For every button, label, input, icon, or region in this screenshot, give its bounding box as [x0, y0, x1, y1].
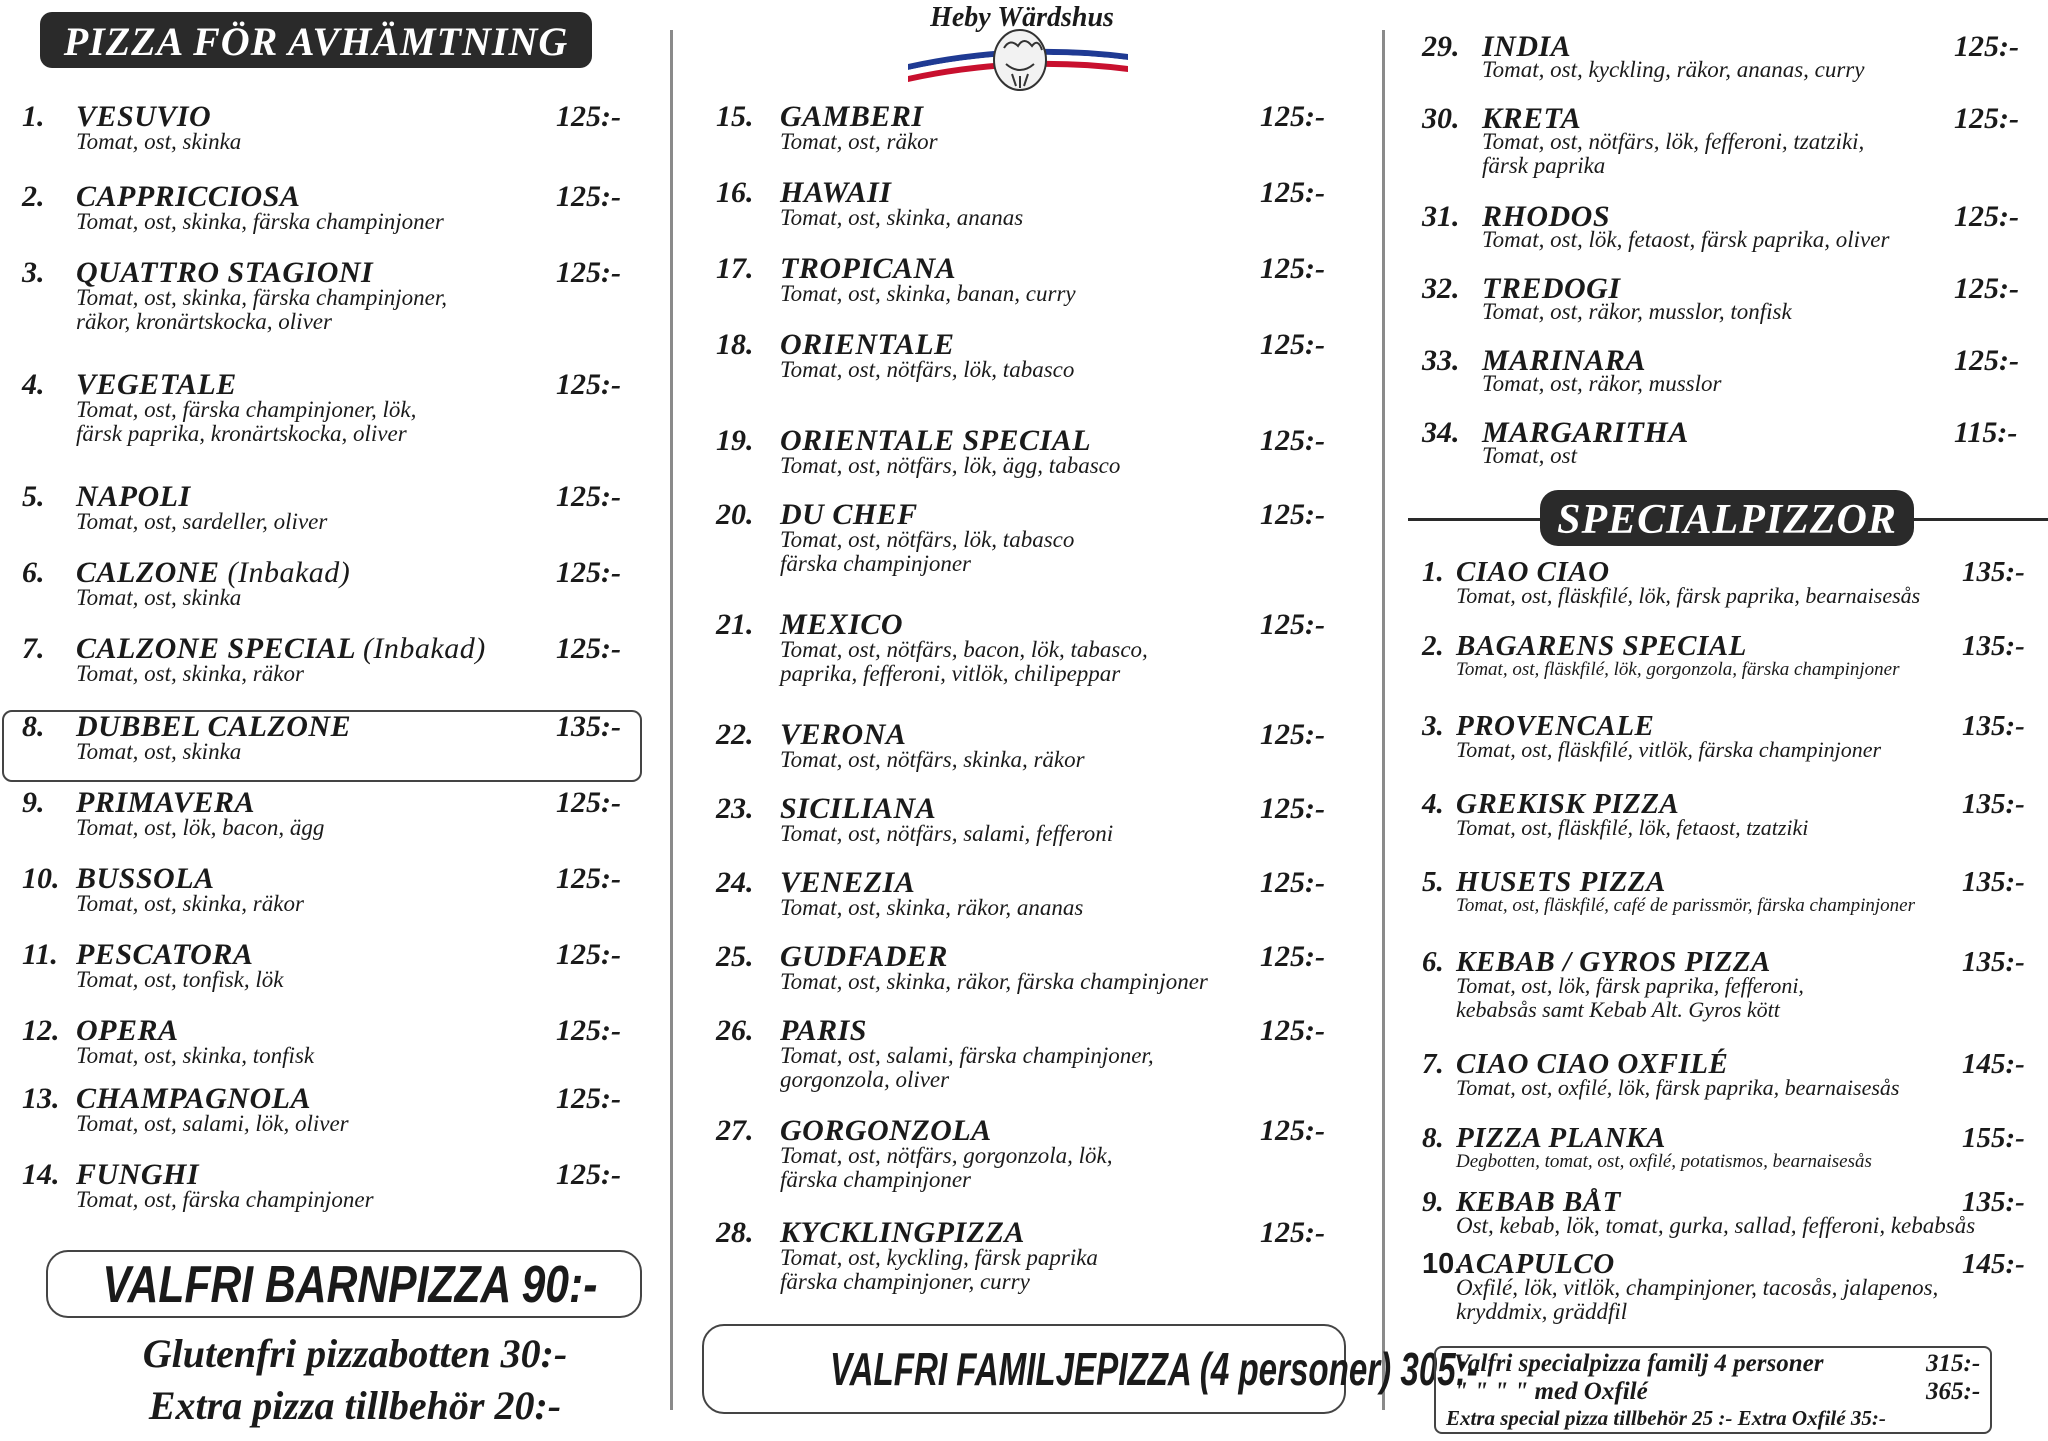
item-name-text: ORIENTALE [780, 328, 955, 361]
item-price: 125:- [556, 938, 621, 971]
item-number: 9. [22, 786, 45, 819]
item-name-text: DUBBEL CALZONE [76, 710, 352, 743]
item-number: 15. [716, 100, 754, 133]
item-name-text: BAGARENS SPECIAL [1456, 630, 1747, 662]
item-description: Tomat, ost, nötfärs, salami, fefferoni [780, 821, 1114, 846]
logo-text: Heby Wärdshus [930, 2, 1114, 33]
item-name-text: DU CHEF [780, 498, 918, 531]
item-description: Tomat, ost, kyckling, färsk paprika färska champinjoner, curry [780, 1245, 1098, 1294]
item-price: 125:- [1260, 1114, 1325, 1147]
item-price: 125:- [556, 100, 621, 133]
item-name-text: CALZONE [76, 556, 220, 589]
item-price: 125:- [1954, 344, 2019, 377]
item-price: 125:- [556, 1158, 621, 1191]
item-number: 8. [22, 710, 45, 743]
item-description: Oxfilé, lök, vitlök, champinjoner, tacosås, jalapenos, kryddmix, gräddfil [1456, 1275, 1939, 1324]
item-price: 125:- [556, 556, 621, 589]
item-name-text: PESCATORA [76, 938, 254, 971]
item-price: 135:- [1962, 710, 2025, 742]
menu-column-1 [0, 0, 660, 1441]
column-divider-right [1382, 30, 1385, 1410]
item-price: 125:- [556, 368, 621, 401]
item-description: Tomat, ost, skinka [76, 585, 242, 610]
item-price: 125:- [1260, 608, 1325, 641]
item-price: 125:- [1260, 176, 1325, 209]
item-name-text: VENEZIA [780, 866, 916, 899]
item-description: Tomat, ost, lök, bacon, ägg [76, 815, 325, 840]
item-name-text: TROPICANA [780, 252, 957, 285]
item-number: 33. [1422, 344, 1460, 377]
item-name-text: PROVENCALE [1456, 710, 1655, 742]
kids-pizza-offer [46, 1250, 642, 1318]
item-price: 125:- [556, 632, 621, 665]
item-name-text: SICILIANA [780, 792, 937, 825]
item-description: Tomat, ost, oxfilé, lök, färsk paprika, bearnaisesås [1456, 1075, 1900, 1100]
item-name-note: (Inbakad) [362, 632, 486, 665]
item-number: 21. [716, 608, 754, 641]
extra-special-info: Extra special pizza tillbehör 25 :- Extra Oxfilé 35:- [1446, 1406, 1886, 1430]
item-number: 27. [716, 1114, 754, 1147]
item-number: 11. [22, 938, 58, 971]
item-price: 125:- [1954, 200, 2019, 233]
item-name-text: INDIA [1482, 30, 1572, 63]
item-price: 125:- [1260, 424, 1325, 457]
item-description: Tomat, ost, nötfärs, bacon, lök, tabasco, paprika, fefferoni, vitlök, chilipeppar [780, 637, 1148, 686]
item-price: 125:- [556, 180, 621, 213]
item-description: Tomat, ost, nötfärs, lök, fefferoni, tzatziki, färsk paprika [1482, 129, 1865, 178]
item-description: Tomat, ost, räkor [780, 129, 938, 154]
item-number: 29. [1422, 30, 1460, 63]
item-name-text: BUSSOLA [76, 862, 215, 895]
item-name-text: KYCKLINGPIZZA [780, 1216, 1025, 1249]
section-banner-takeaway: PIZZA FÖR AVHÄMTNING [40, 12, 592, 68]
item-number: 14. [22, 1158, 60, 1191]
item-price: 125:- [1260, 792, 1325, 825]
item-number: 19. [716, 424, 754, 457]
item-number: 4. [22, 368, 45, 401]
item-number: 6. [1422, 946, 1444, 978]
item-price: 125:- [556, 1014, 621, 1047]
item-description: Tomat, ost, skinka, banan, curry [780, 281, 1076, 306]
item-number: 7. [22, 632, 45, 665]
item-price: 125:- [1260, 718, 1325, 751]
item-name-text: VERONA [780, 718, 907, 751]
item-name-text: ACAPULCO [1456, 1248, 1615, 1280]
item-number: 31. [1422, 200, 1460, 233]
item-description: Tomat, ost, färska champinjoner, lök, färsk paprika, kronärtskocka, oliver [76, 397, 417, 446]
item-number: 8. [1422, 1122, 1444, 1154]
item-description: Tomat, ost, räkor, musslor [1482, 371, 1722, 396]
special-divider-left [1408, 518, 1558, 521]
item-number: 2. [1422, 630, 1444, 662]
item-name-text: QUATTRO STAGIONI [76, 256, 374, 289]
item-price: 125:- [556, 1082, 621, 1115]
item-name-text: GORGONZOLA [780, 1114, 992, 1147]
item-name-text: KRETA [1482, 102, 1582, 135]
item-description: Tomat, ost, skinka, räkor [76, 891, 304, 916]
item-number: 13. [22, 1082, 60, 1115]
item-description: Tomat, ost, fläskfilé, vitlök, färska champinjoner [1456, 737, 1882, 762]
item-number: 28. [716, 1216, 754, 1249]
family-pizza-text: VALFRI FAMILJEPIZZA (4 personer) 305:- [829, 1343, 1478, 1395]
item-price: 125:- [1260, 866, 1325, 899]
item-name-text: TREDOGI [1482, 272, 1621, 305]
item-description: Tomat, ost, nötfärs, lök, ägg, tabasco [780, 453, 1121, 478]
item-number: 10. [22, 862, 60, 895]
family-oxfile-label: " " " " med Oxfilé [1454, 1378, 1648, 1405]
item-description: Tomat, ost, skinka, räkor, ananas [780, 895, 1084, 920]
item-price: 125:- [1260, 1014, 1325, 1047]
special-family-box [1434, 1346, 1992, 1434]
item-number: 32. [1422, 272, 1460, 305]
item-price: 125:- [556, 256, 621, 289]
item-name-text: VESUVIO [76, 100, 212, 133]
item-description: Tomat, ost, skinka, tonfisk [76, 1043, 315, 1068]
item-description: Tomat, ost, sardeller, oliver [76, 509, 328, 534]
item-number: 3. [1422, 710, 1444, 742]
item-name-text: CIAO CIAO [1456, 556, 1610, 588]
item-number: 26. [716, 1014, 754, 1047]
item-number: 2. [22, 180, 45, 213]
item-name-text: PIZZA PLANKA [1456, 1122, 1666, 1154]
item-description: Tomat, ost, färska champinjoner [76, 1187, 374, 1212]
item-description: Tomat, ost, kyckling, räkor, ananas, curry [1482, 57, 1865, 82]
item-description: Tomat, ost, nötfärs, lök, tabasco färska champinjoner [780, 527, 1075, 576]
extra-topping-offer: Extra pizza tillbehör 20:- [148, 1383, 562, 1428]
item-description: Tomat, ost, skinka, färska champinjoner, räkor, kronärtskocka, oliver [76, 285, 447, 334]
item-price: 125:- [556, 480, 621, 513]
item-number: 18. [716, 328, 754, 361]
item-price: 155:- [1962, 1122, 2025, 1154]
item-name-text: CAPPRICCIOSA [76, 180, 301, 213]
gluten-free-offer: Glutenfri pizzabotten 30:- [142, 1331, 568, 1376]
item-description: Tomat, ost, lök, fetaost, färsk paprika, oliver [1482, 227, 1890, 252]
item-number: 5. [22, 480, 45, 513]
item-description: Tomat, ost, skinka [76, 129, 242, 154]
item-price: 135:- [1962, 866, 2025, 898]
family-pizza-offer [702, 1324, 1478, 1414]
item-number: 24. [716, 866, 754, 899]
item-description: Tomat, ost, skinka, ananas [780, 205, 1024, 230]
item-name-text: CHAMPAGNOLA [76, 1082, 311, 1115]
item-number: 30. [1422, 102, 1460, 135]
item-description: Tomat, ost, salami, färska champinjoner, gorgonzola, oliver [780, 1043, 1154, 1092]
item-price: 125:- [1260, 940, 1325, 973]
column-divider-left [670, 30, 673, 1410]
item-price: 125:- [1260, 100, 1325, 133]
item-name-text: GREKISK PIZZA [1456, 788, 1680, 820]
item-price: 135:- [1962, 788, 2025, 820]
item-price: 115:- [1954, 416, 2018, 449]
item-price: 135:- [556, 710, 621, 743]
item-price: 135:- [1962, 630, 2025, 662]
item-price: 135:- [1962, 1186, 2025, 1218]
item-price: 145:- [1962, 1248, 2025, 1280]
kids-pizza-text: VALFRI BARNPIZZA 90:- [102, 1256, 598, 1314]
item-price: 135:- [1962, 946, 2025, 978]
item-number: 17. [716, 252, 754, 285]
family-oxfile-price: 365:- [1926, 1378, 1981, 1405]
item-price: 135:- [1962, 556, 2025, 588]
item-description: Tomat, ost, lök, färsk paprika, fefferoni, kebabsås samt Kebab Alt. Gyros kött [1456, 973, 1804, 1022]
item-name-text: HUSETS PIZZA [1456, 866, 1666, 898]
item-price: 125:- [1260, 252, 1325, 285]
item-number: 9. [1422, 1186, 1444, 1218]
item-name-text: CALZONE SPECIAL [76, 632, 355, 665]
item-description: Ost, kebab, lök, tomat, gurka, sallad, fefferoni, kebabsås [1456, 1213, 1976, 1238]
item-number: 1. [22, 100, 45, 133]
family-special-label: Valfri specialpizza familj 4 personer [1454, 1350, 1824, 1377]
item-price: 125:- [1260, 498, 1325, 531]
item-number: 4. [1422, 788, 1444, 820]
item-number: 16. [716, 176, 754, 209]
item-number: 23. [716, 792, 754, 825]
item-name-text: OPERA [76, 1014, 179, 1047]
item-number: 1. [1422, 556, 1444, 588]
menu-column-3 [1400, 0, 2048, 1441]
item-description: Tomat, ost, tonfisk, lök [76, 967, 284, 992]
family-special-price: 315:- [1926, 1350, 1981, 1377]
item-description: Tomat, ost, skinka, räkor, färska champinjoner [780, 969, 1208, 994]
item-name-text: MARINARA [1482, 344, 1647, 377]
item-number: 12. [22, 1014, 60, 1047]
item-name-text: RHODOS [1482, 200, 1611, 233]
item-name-text: HAWAII [780, 176, 892, 209]
item-description: Tomat, ost, skinka, räkor [76, 661, 304, 686]
item-number: 34. [1422, 416, 1460, 449]
item-description: Tomat, ost, nötfärs, gorgonzola, lök, färska champinjoner [780, 1143, 1113, 1192]
item-price: 125:- [1260, 1216, 1325, 1249]
item-number: 6. [22, 556, 45, 589]
item-price: 125:- [1954, 102, 2019, 135]
item-name-text: GUDFADER [780, 940, 948, 973]
item-name-text: FUNGHI [76, 1158, 200, 1191]
item-name-text: GAMBERI [780, 100, 924, 133]
item-description: Tomat, ost, salami, lök, oliver [76, 1111, 349, 1136]
item-description: Tomat, ost, fläskfilé, café de parissmör, färska champinjoner [1456, 895, 1915, 916]
item-description: Tomat, ost, fläskfilé, lök, fetaost, tzatziki [1456, 815, 1809, 840]
section-banner-special: SPECIALPIZZOR [1540, 490, 1914, 546]
item-price: 145:- [1962, 1048, 2025, 1080]
item-name-text: VEGETALE [76, 368, 237, 401]
item-name-text: CIAO CIAO OXFILÉ [1456, 1048, 1729, 1080]
item-name-text: MARGARITHA [1482, 416, 1689, 449]
item-description: Tomat, ost, fläskfilé, lök, gorgonzola, färska champinjoner [1456, 659, 1900, 680]
item-number: 3. [22, 256, 45, 289]
item-name-text: KEBAB / GYROS PIZZA [1456, 946, 1771, 978]
item-description: Tomat, ost, fläskfilé, lök, färsk paprika, bearnaisesås [1456, 583, 1921, 608]
item-number: 20. [716, 498, 754, 531]
item-price: 125:- [556, 862, 621, 895]
item-description: Tomat, ost, skinka [76, 739, 242, 764]
item-number: 25. [716, 940, 754, 973]
item-price: 125:- [1260, 328, 1325, 361]
item-name-text: PARIS [780, 1014, 867, 1047]
item-name-text: KEBAB BÅT [1456, 1186, 1621, 1218]
item-number: 5. [1422, 866, 1444, 898]
item-description: Tomat, ost, nötfärs, lök, tabasco [780, 357, 1075, 382]
item-description: Tomat, ost, räkor, musslor, tonfisk [1482, 299, 1792, 324]
item-description: Tomat, ost, nötfärs, skinka, räkor [780, 747, 1085, 772]
item-price: 125:- [1954, 30, 2019, 63]
special-divider-right [1910, 518, 2048, 521]
item-name-text: PRIMAVERA [76, 786, 256, 819]
item-name-text: NAPOLI [76, 480, 191, 513]
item-name-text: MEXICO [780, 608, 904, 641]
item-price: 125:- [556, 786, 621, 819]
item-name-text: ORIENTALE SPECIAL [780, 424, 1092, 457]
item-price: 125:- [1954, 272, 2019, 305]
item-name-note: (Inbakad) [227, 556, 351, 589]
item-number: 22. [716, 718, 754, 751]
item-description: Tomat, ost, skinka, färska champinjoner [76, 209, 444, 234]
item-number: 10. [1422, 1248, 1463, 1280]
item-description: Tomat, ost [1482, 443, 1578, 468]
item-description: Degbotten, tomat, ost, oxfilé, potatismos, bearnaisesås [1456, 1151, 1872, 1172]
item-number: 7. [1422, 1048, 1444, 1080]
